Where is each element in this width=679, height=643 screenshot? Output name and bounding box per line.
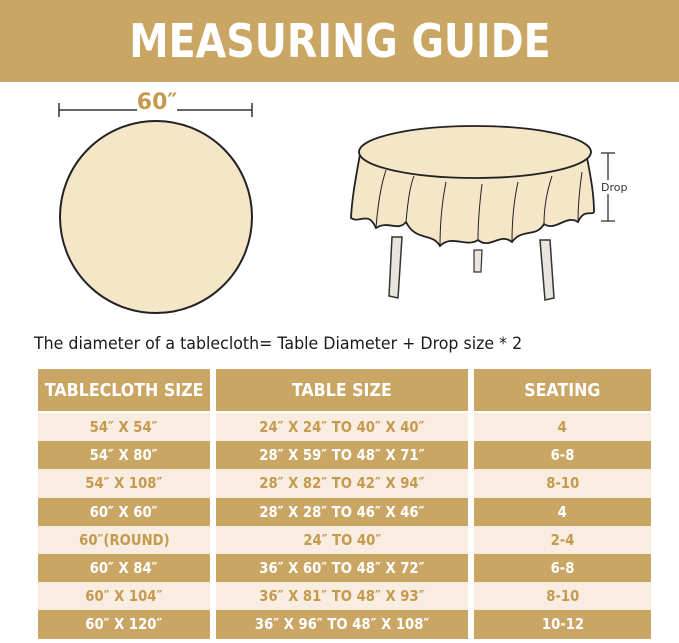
table-cell: 10-12 xyxy=(474,610,651,638)
table-cell: 36″ X 60″ TO 48″ X 72″ xyxy=(216,554,468,582)
table-cell: 8-10 xyxy=(474,469,651,497)
seating-column xyxy=(474,369,651,639)
column-header: TABLECLOTH SIZE xyxy=(38,369,210,411)
measuring-diagram xyxy=(0,82,679,332)
title-banner xyxy=(0,0,679,82)
tablecloth-size-column xyxy=(38,369,210,639)
table-cell: 60″ X 120″ xyxy=(38,610,210,638)
table-cell: 28″ X 59″ TO 48″ X 71″ xyxy=(216,441,468,469)
table-cell: 24″ TO 40″ xyxy=(216,526,468,554)
size-table xyxy=(38,369,651,643)
table-cell: 8-10 xyxy=(474,582,651,610)
formula-text: The diameter of a tablecloth= Table Diameter + Drop size * 2 xyxy=(34,334,523,354)
table-cell: 6-8 xyxy=(474,441,651,469)
table-cell: 4 xyxy=(474,498,651,526)
table-cell: 2-4 xyxy=(474,526,651,554)
table-cell: 60″ X 84″ xyxy=(38,554,210,582)
table-cell: 60″ X 60″ xyxy=(38,498,210,526)
table-cell: 6-8 xyxy=(474,554,651,582)
table-cell: 60″(ROUND) xyxy=(38,526,210,554)
table-cell: 28″ X 82″ TO 42″ X 94″ xyxy=(216,469,468,497)
table-size-column xyxy=(216,369,468,639)
table-cell: 54″ X 108″ xyxy=(38,469,210,497)
column-header: TABLE SIZE xyxy=(216,369,468,411)
table-cell: 60″ X 104″ xyxy=(38,582,210,610)
table-cell: 36″ X 81″ TO 48″ X 93″ xyxy=(216,582,468,610)
page-title: MEASURING GUIDE xyxy=(128,14,551,68)
table-cell: 36″ X 96″ TO 48″ X 108″ xyxy=(216,610,468,638)
table-side-view xyxy=(351,126,594,300)
diameter-label: 60″ xyxy=(136,90,178,115)
table-cell: 28″ X 28″ TO 46″ X 46″ xyxy=(216,498,468,526)
drop-dimension xyxy=(600,153,630,221)
table-cell: 54″ X 54″ xyxy=(38,413,210,441)
table-cell: 24″ X 24″ TO 40″ X 40″ xyxy=(216,413,468,441)
table-cell: 4 xyxy=(474,413,651,441)
table-cell: 54″ X 80″ xyxy=(38,441,210,469)
diameter-dimension xyxy=(59,90,252,118)
drop-label: Drop xyxy=(601,181,628,194)
column-header: SEATING xyxy=(474,369,651,411)
round-table-top-view xyxy=(60,121,252,313)
